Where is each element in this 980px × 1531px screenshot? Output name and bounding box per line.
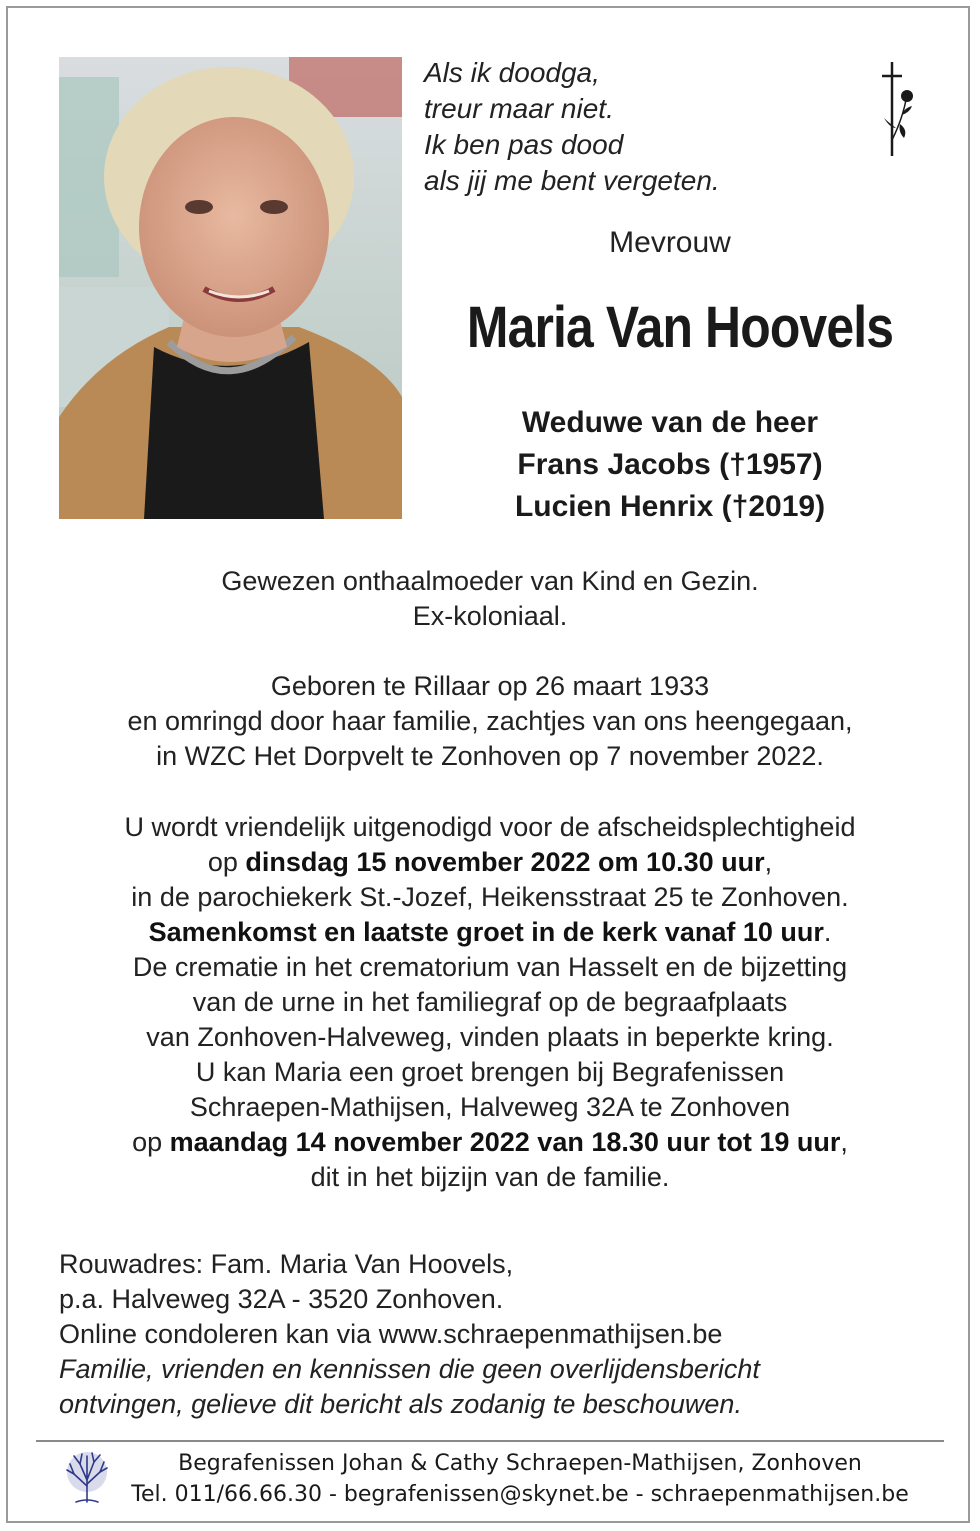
condolence-line: Online condoleren kan via www.schraepenmathijsen.be	[59, 1319, 723, 1349]
poem-line: als jij me bent vergeten.	[424, 165, 720, 196]
poem-line: treur maar niet.	[424, 93, 614, 124]
poem	[424, 55, 720, 199]
address-line: Rouwadres: Fam. Maria Van Hoovels,	[59, 1249, 514, 1279]
ceremony-line: van de urne in het familiegraf op de begraafplaats	[192, 987, 788, 1017]
ceremony-line: U kan Maria een groet brengen bij Begrafenissen	[195, 1057, 785, 1087]
visitation-datetime: maandag 14 november 2022 van 18.30 uur tot 19 uur	[169, 1127, 841, 1157]
address-block	[59, 1247, 760, 1422]
ceremony-line: op dinsdag 15 november 2022 om 10.30 uur,	[207, 847, 773, 877]
poem-line: Ik ben pas dood	[424, 129, 624, 160]
ceremony-line: van Zonhoven-Halveweg, vinden plaats in beperkte kring.	[146, 1022, 834, 1052]
ceremony-line: De crematie in het crematorium van Hasselt en de bijzetting	[132, 952, 848, 982]
gathering-note: Samenkomst en laatste groet in de kerk vanaf 10 uur	[148, 917, 824, 947]
ceremony-line: dit in het bijzijn van de familie.	[310, 1162, 670, 1192]
address-line: p.a. Halveweg 32A - 3520 Zonhoven.	[59, 1284, 504, 1314]
life-block	[40, 669, 940, 774]
notice-line: Familie, vrienden en kennissen die geen overlijdensbericht	[59, 1354, 760, 1384]
cross-with-rose-icon	[872, 60, 922, 165]
honorific: Mevrouw	[609, 226, 731, 259]
footer-name: Begrafenissen Johan & Cathy Schraepen-Mathijsen, Zonhoven	[178, 1451, 862, 1476]
occupation-block	[40, 564, 940, 634]
occupation-line: Ex-koloniaal.	[412, 601, 568, 631]
ceremony-line: op maandag 14 november 2022 van 18.30 uur tot 19 uur,	[132, 1127, 848, 1157]
life-line: Geboren te Rillaar op 26 maart 1933	[270, 671, 710, 701]
ceremony-line: U wordt vriendelijk uitgenodigd voor de afscheidsplechtigheid	[124, 812, 856, 842]
funeral-home-footer	[120, 1448, 920, 1510]
ceremony-line: Schraepen-Mathijsen, Halveweg 32A te Zonhoven	[189, 1092, 791, 1122]
widow-line: Weduwe van de heer	[521, 406, 819, 439]
life-line: in WZC Het Dorpvelt te Zonhoven op 7 november 2022.	[156, 741, 824, 771]
footer-contact: Tel. 011/66.66.30 - begrafenissen@skynet.be - schraepenmathijsen.be	[131, 1482, 909, 1507]
service-datetime: dinsdag 15 november 2022 om 10.30 uur	[245, 847, 765, 877]
ceremony-block	[40, 810, 940, 1195]
widow-line: Frans Jacobs (†1957)	[517, 448, 823, 481]
occupation-line: Gewezen onthaalmoeder van Kind en Gezin.	[221, 566, 759, 596]
widow-of	[420, 402, 920, 528]
life-line: en omringd door haar familie, zachtjes van ons heengegaan,	[127, 706, 853, 736]
deceased-name: Maria Van Hoovels	[466, 295, 894, 360]
poem-line: Als ik doodga,	[424, 57, 600, 88]
notice-line: ontvingen, gelieve dit bericht als zodanig te beschouwen.	[59, 1389, 742, 1419]
widow-line: Lucien Henrix (†2019)	[514, 490, 826, 523]
ceremony-line: in de parochiekerk St.-Jozef, Heikensstraat 25 te Zonhoven.	[131, 882, 849, 912]
portrait-photo	[59, 57, 402, 519]
divider	[36, 1440, 944, 1442]
ceremony-line: Samenkomst en laatste groet in de kerk vanaf 10 uur.	[148, 917, 832, 947]
tree-logo-icon	[62, 1448, 112, 1509]
